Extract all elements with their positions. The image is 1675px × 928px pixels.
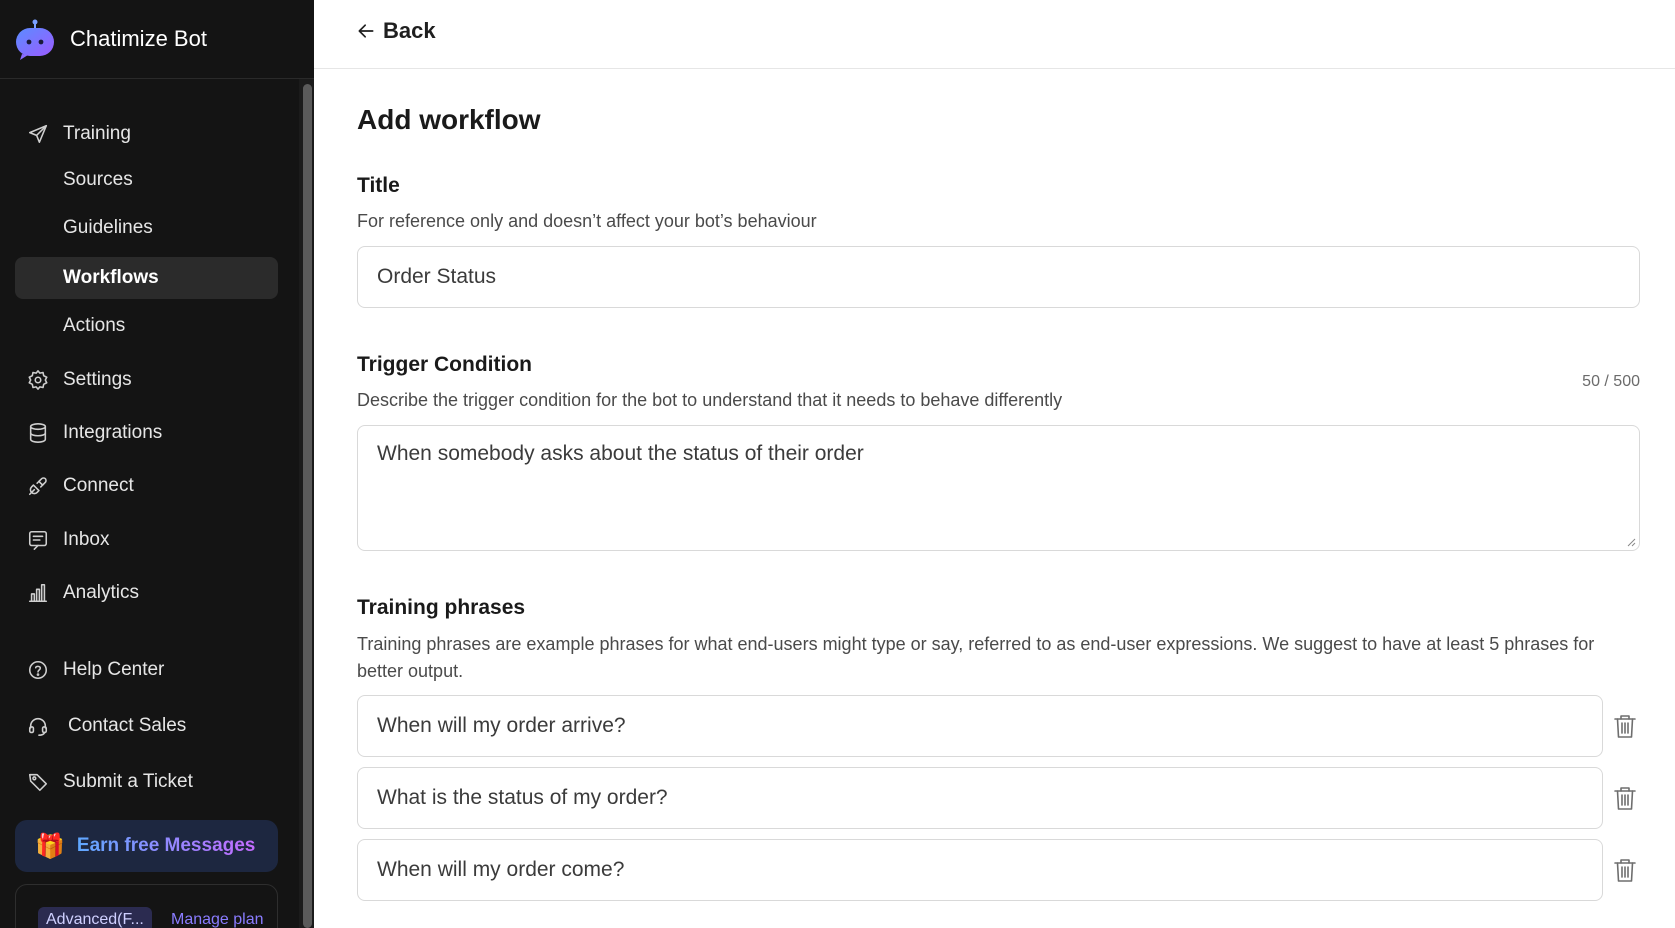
sidebar-item-sources[interactable] [15, 159, 278, 201]
help-circle-icon [26, 658, 50, 682]
sidebar-item-inbox[interactable] [15, 519, 278, 561]
sidebar-item-help-center[interactable] [15, 649, 278, 691]
trigger-condition-label: Trigger Condition [357, 353, 532, 376]
sidebar-item-label: Integrations [63, 422, 163, 443]
sidebar-item-integrations[interactable] [15, 412, 278, 454]
plan-badge: Advanced(F... [38, 907, 152, 928]
sidebar-item-analytics[interactable] [15, 572, 278, 614]
inbox-icon [26, 528, 50, 552]
training-phrase-input[interactable]: When will my order arrive? [357, 695, 1603, 757]
plan-box [15, 884, 278, 928]
trigger-help-text: Describe the trigger condition for the bot to understand that it needs to behave differently [357, 390, 1063, 410]
sidebar-item-contact-sales[interactable] [15, 705, 278, 747]
sidebar-item-label: Contact Sales [68, 715, 187, 736]
sidebar-item-label: Workflows [63, 267, 159, 288]
headset-icon [26, 714, 50, 738]
resize-handle-icon[interactable] [1626, 537, 1636, 547]
bot-logo-icon [14, 18, 56, 60]
gear-icon [26, 368, 50, 392]
sidebar-item-training[interactable] [15, 113, 278, 155]
brand[interactable] [0, 0, 314, 79]
training-phrase-input[interactable]: When will my order come? [357, 839, 1603, 901]
sidebar [0, 0, 314, 928]
bar-chart-icon [26, 581, 50, 605]
sidebar-item-label: Analytics [63, 582, 140, 603]
training-phrase-input[interactable]: What is the status of my order? [357, 767, 1603, 829]
trigger-condition-textarea[interactable] [357, 425, 1640, 551]
back-label: Back [383, 18, 436, 43]
ticket-icon [26, 770, 50, 794]
arrow-left-icon [356, 21, 376, 41]
send-icon [26, 122, 50, 146]
sidebar-item-label: Guidelines [63, 217, 153, 238]
earn-label: Earn free Messages [76, 835, 256, 856]
sidebar-item-label: Connect [63, 475, 134, 496]
sidebar-item-label: Sources [63, 169, 133, 190]
sidebar-item-settings[interactable] [15, 359, 278, 401]
back-button[interactable] [356, 18, 436, 44]
sidebar-item-actions[interactable] [15, 305, 278, 347]
title-input[interactable]: Order Status [357, 246, 1640, 308]
topbar [314, 0, 1675, 69]
title-help-text: For reference only and doesn’t affect your bot’s behaviour [357, 211, 817, 231]
trash-icon[interactable] [1611, 784, 1639, 812]
sidebar-item-label: Actions [63, 315, 126, 336]
training-phrases-label: Training phrases [357, 596, 526, 619]
sidebar-item-label: Help Center [63, 659, 165, 680]
gift-icon: 🎁 [35, 832, 65, 860]
sidebar-item-connect[interactable] [15, 465, 278, 507]
page-title: Add workflow [357, 104, 541, 135]
sidebar-item-label: Training [63, 123, 131, 144]
trigger-condition-value: When somebody asks about the status of their order [377, 442, 864, 465]
trash-icon[interactable] [1611, 856, 1639, 884]
earn-free-messages-button[interactable] [15, 820, 278, 872]
trash-icon[interactable] [1611, 712, 1639, 740]
app-name: Chatimize Bot [70, 26, 207, 51]
character-counter: 50 / 500 [1582, 373, 1640, 390]
database-icon [26, 421, 50, 445]
sidebar-item-submit-ticket[interactable] [15, 761, 278, 803]
title-label: Title [357, 174, 400, 197]
sidebar-scrollbar-thumb[interactable] [303, 84, 312, 928]
sidebar-item-label: Submit a Ticket [63, 771, 193, 792]
plug-icon [26, 474, 50, 498]
sidebar-item-guidelines[interactable] [15, 207, 278, 249]
sidebar-item-label: Inbox [63, 529, 110, 550]
manage-plan-link[interactable]: Manage plan [171, 911, 264, 928]
training-phrases-help-text: Training phrases are example phrases for what end-users might type or say, referred to as end-user expressions. We suggest to have at least 5 phrases for better output. [357, 634, 1595, 681]
sidebar-item-label: Settings [63, 369, 132, 390]
sidebar-item-workflows[interactable] [15, 257, 278, 299]
